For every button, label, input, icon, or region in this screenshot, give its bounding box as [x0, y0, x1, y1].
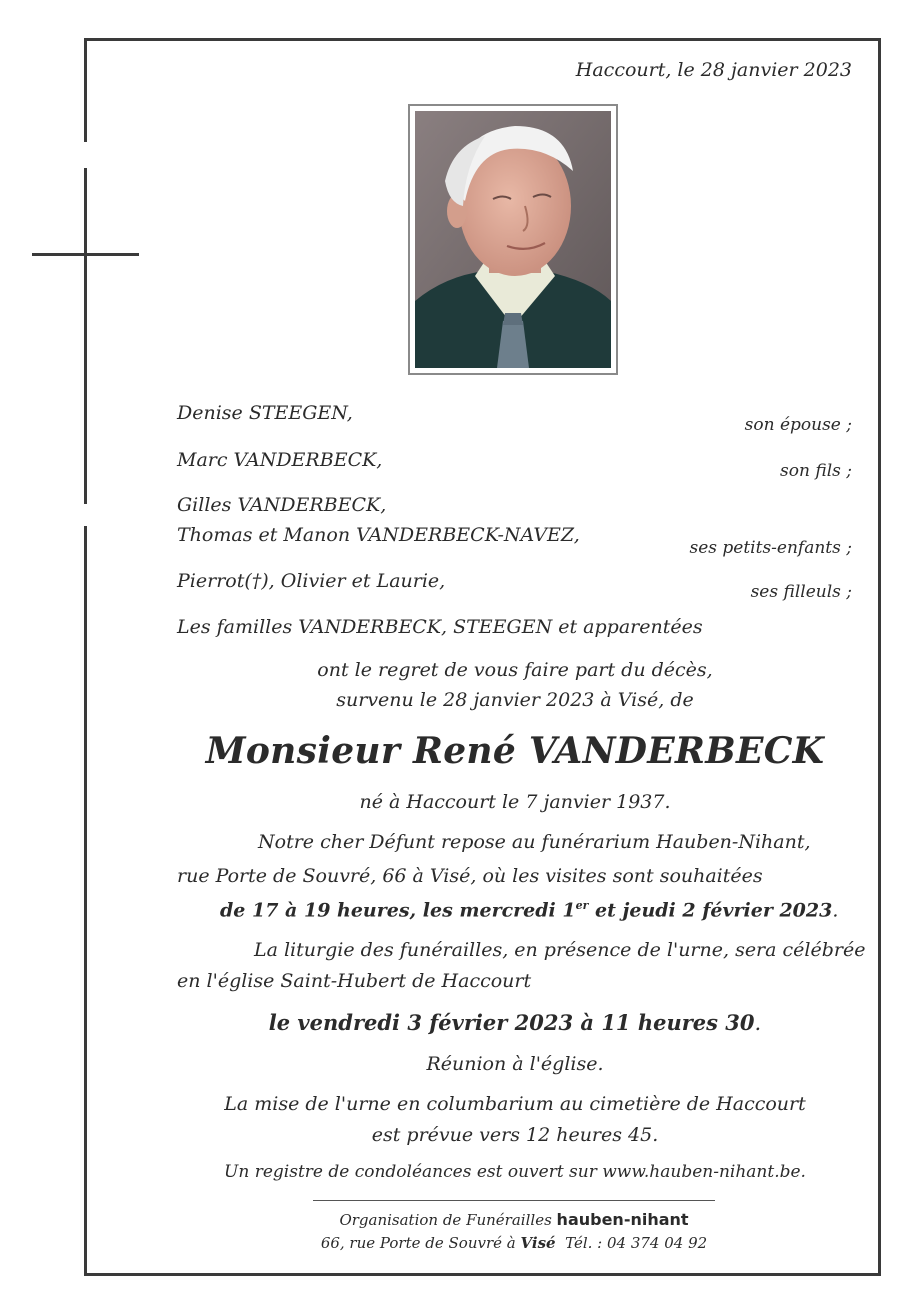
brand-logo-text: hauben-nihant	[556, 1210, 689, 1229]
frame-bottom-border	[84, 1273, 881, 1276]
interment-line-1: La mise de l'urne en columbarium au cimetière de Haccourt	[224, 1093, 806, 1115]
family-name-grandchild-1: Gilles VANDERBECK,	[177, 494, 387, 516]
family-name-families: Les familles VANDERBECK, STEEGEN et apparentées	[177, 616, 703, 638]
family-name-spouse: Denise STEEGEN,	[177, 402, 353, 424]
family-relation-godchildren: ses filleuls ;	[750, 582, 852, 602]
interment-line-2: est prévue vers 12 heures 45.	[371, 1124, 659, 1146]
visitation-schedule	[220, 899, 838, 921]
family-relation-grandchildren: ses petits-enfants ;	[689, 538, 852, 558]
footer-divider	[313, 1200, 715, 1201]
frame-left-border-lower	[84, 526, 87, 1276]
family-name-son: Marc VANDERBECK,	[177, 449, 383, 471]
announcement-line-1: ont le regret de vous faire part du décès,	[317, 659, 713, 681]
frame-left-border	[84, 38, 87, 142]
place-date: Haccourt, le 28 janvier 2023	[575, 59, 852, 81]
announcement-line-2: survenu le 28 janvier 2023 à Visé, de	[336, 689, 694, 711]
visitation-schedule-superscript: er	[575, 899, 589, 912]
frame-right-border	[878, 38, 881, 1276]
footer-org-label: Organisation de Funérailles	[339, 1211, 557, 1229]
liturgy-date	[170, 1010, 860, 1035]
frame-top-border	[84, 38, 881, 41]
footer-address-city: Visé	[520, 1234, 556, 1252]
portrait-image	[415, 111, 611, 368]
family-name-godchildren: Pierrot(†), Olivier et Laurie,	[177, 570, 446, 592]
liturgy-meeting: Réunion à l'église.	[426, 1053, 604, 1075]
liturgy-date-period: .	[754, 1011, 762, 1035]
family-relation-spouse: son épouse ;	[744, 415, 852, 435]
condolences-register: Un registre de condoléances est ouvert sur www.hauben-nihant.be.	[224, 1162, 806, 1182]
family-relation-son: son fils ;	[780, 461, 852, 481]
footer-address-street: 66, rue Porte de Souvré à	[320, 1234, 521, 1252]
portrait-photo	[408, 104, 618, 375]
footer-address	[313, 1234, 715, 1252]
visitation-schedule-part-a: de 17 à 19 heures, les mercredi 1	[220, 899, 576, 922]
deceased-name: Monsieur René VANDERBECK	[205, 730, 825, 772]
footer-organisation	[313, 1210, 715, 1229]
visitation-schedule-part-b: et jeudi 2 février 2023	[588, 899, 833, 922]
visitation-line-2: rue Porte de Souvré, 66 à Visé, où les visites sont souhaitées	[177, 865, 763, 887]
family-name-grandchild-2: Thomas et Manon VANDERBECK-NAVEZ,	[177, 524, 580, 546]
deceased-birth: né à Haccourt le 7 janvier 1937.	[359, 791, 671, 813]
cross-horizontal-bar	[32, 253, 139, 256]
liturgy-line-2: en l'église Saint-Hubert de Haccourt	[177, 970, 532, 992]
footer-phone: Tél. : 04 374 04 92	[555, 1234, 708, 1252]
cross-vertical-bar	[84, 168, 87, 504]
liturgy-date-text: le vendredi 3 février 2023 à 11 heures 30	[268, 1010, 755, 1035]
liturgy-line-1: La liturgie des funérailles, en présence de l'urne, sera célébrée	[254, 939, 866, 961]
visitation-schedule-period: .	[832, 899, 839, 922]
visitation-line-1: Notre cher Défunt repose au funérarium Hauben-Nihant,	[258, 831, 811, 853]
